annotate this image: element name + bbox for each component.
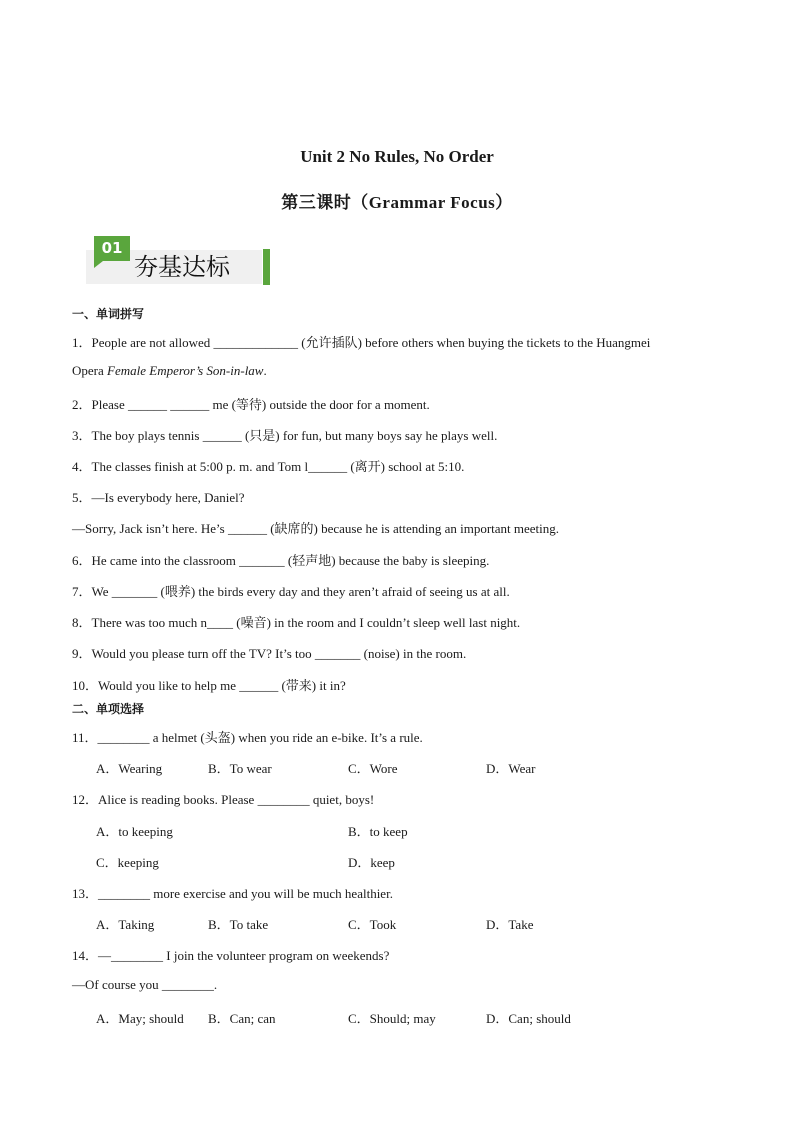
question-14-line-2: —Of course you ________. <box>72 977 218 992</box>
section-heading-choice: 二、单项选择 <box>72 702 145 716</box>
q12-option-c: C．keeping <box>96 855 159 870</box>
question-2: 2．Please ______ ______ me (等待) outside the door for a moment. <box>72 397 430 412</box>
question-1-line-2 <box>72 363 267 379</box>
question-14-line-1: 14．—________ I join the volunteer program on weekends? <box>72 948 390 963</box>
question-10: 10．Would you like to help me ______ (带来) it in? <box>72 678 346 693</box>
page-subtitle: 第三课时（Grammar Focus） <box>281 193 513 212</box>
q13-option-a: A．Taking <box>96 917 155 932</box>
q14-option-a: A．May; should <box>96 1011 184 1026</box>
banner-badge: 01 <box>94 236 130 261</box>
q13-option-b: B．To take <box>208 917 269 932</box>
question-1-suffix: . <box>263 363 267 378</box>
question-7: 7．We _______ (喂养) the birds every day and they aren’t afraid of seeing us at all. <box>72 584 510 599</box>
question-6: 6．He came into the classroom _______ (轻声地) because the baby is sleeping. <box>72 553 490 568</box>
question-4: 4．The classes finish at 5:00 p. m. and Tom l______ (离开) school at 5:10. <box>72 459 465 474</box>
question-12: 12．Alice is reading books. Please ________ quiet, boys! <box>72 792 375 807</box>
question-11: 11．________ a helmet (头盔) when you ride an e-bike. It’s a rule. <box>72 730 423 745</box>
q13-option-d: D．Take <box>486 917 534 932</box>
q12-option-d: D．keep <box>348 855 395 870</box>
question-1-prefix: Opera <box>72 363 108 378</box>
question-13: 13．________ more exercise and you will be much healthier. <box>72 886 393 901</box>
q13-option-c: C．Took <box>348 917 397 932</box>
q12-option-b: B．to keep <box>348 824 408 839</box>
question-1-line-1: 1．People are not allowed _____________ (允许插队) before others when buying the tickets to the Huangmei <box>72 335 651 350</box>
q14-option-b: B．Can; can <box>208 1011 276 1026</box>
q11-option-a: A．Wearing <box>96 761 163 776</box>
question-9: 9．Would you please turn off the TV? It’s too _______ (noise) in the room. <box>72 646 467 661</box>
section-heading-spelling: 一、单词拼写 <box>72 307 145 321</box>
page-title: Unit 2 No Rules, No Order <box>300 147 494 166</box>
q14-option-d: D．Can; should <box>486 1011 571 1026</box>
question-5-line-1: 5．—Is everybody here, Daniel? <box>72 490 245 505</box>
question-3: 3．The boy plays tennis ______ (只是) for fun, but many boys say he plays well. <box>72 428 498 443</box>
banner-badge-tail <box>94 261 103 268</box>
q14-option-c: C．Should; may <box>348 1011 436 1026</box>
question-5-line-2: —Sorry, Jack isn’t here. He’s ______ (缺席的) because he is attending an important meeting. <box>72 521 560 536</box>
section-banner <box>86 236 272 288</box>
q11-option-d: D．Wear <box>486 761 536 776</box>
q12-option-a: A．to keeping <box>96 824 173 839</box>
banner-accent-bar <box>263 249 270 285</box>
q11-option-c: C．Wore <box>348 761 398 776</box>
banner-label: 夯基达标 <box>134 253 230 281</box>
opera-title: Female Emperor’s Son-in-law <box>107 363 264 378</box>
q11-option-b: B．To wear <box>208 761 272 776</box>
question-8: 8．There was too much n____ (噪音) in the room and I couldn’t sleep well last night. <box>72 615 521 630</box>
